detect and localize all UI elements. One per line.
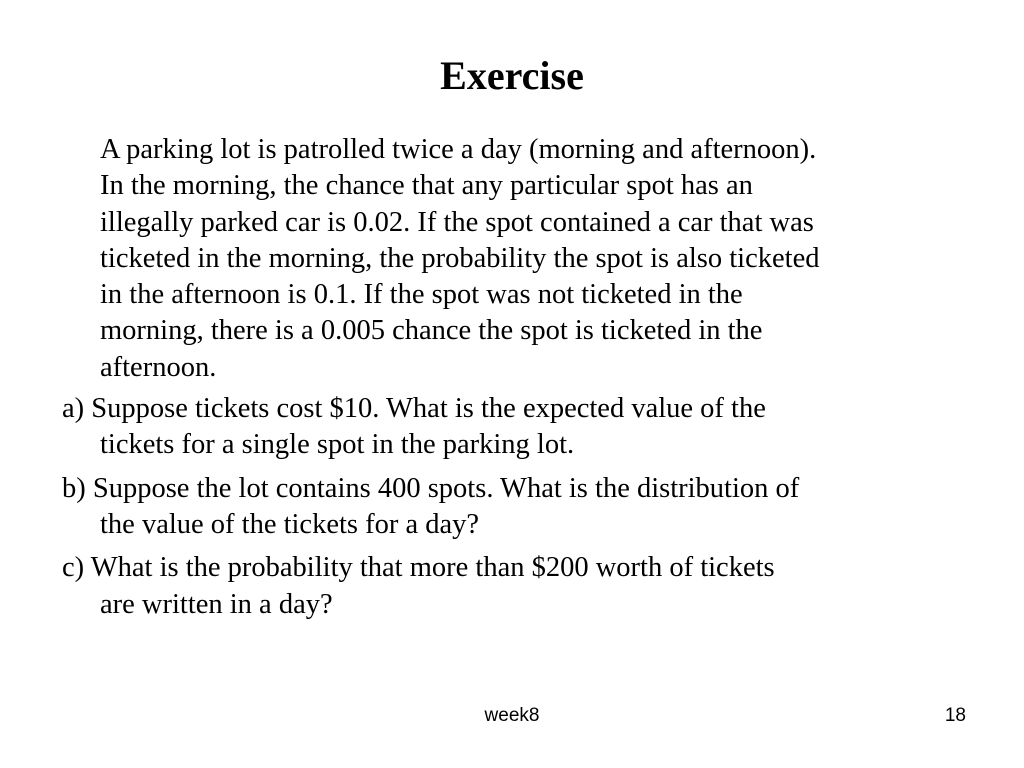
slide-body <box>62 132 972 630</box>
question-line: the value of the tickets for a day? <box>100 508 480 540</box>
problem-line: illegally parked car is 0.02. If the spot contained a car that was <box>100 206 814 238</box>
question-line: a) Suppose tickets cost $10. What is the expected value of the <box>62 393 766 425</box>
question-line: c) What is the probability that more than $200 worth of tickets <box>62 552 775 584</box>
problem-line: A parking lot is patrolled twice a day (morning and afternoon). <box>100 134 817 165</box>
problem-line: ticketed in the morning, the probability the spot is also ticketed <box>100 242 820 274</box>
question-line: tickets for a single spot in the parking lot. <box>100 429 575 461</box>
question-b <box>62 471 972 544</box>
question-c <box>62 550 972 623</box>
problem-line: morning, there is a 0.005 chance the spot is ticketed in the <box>100 315 763 347</box>
page-number: 18 <box>944 705 966 726</box>
problem-line: In the morning, the chance that any particular spot has an <box>100 170 753 202</box>
footer-week-label: week8 <box>484 705 540 726</box>
problem-line: afternoon. <box>100 351 217 383</box>
problem-statement <box>62 132 972 386</box>
problem-line: in the afternoon is 0.1. If the spot was not ticketed in the <box>100 279 743 311</box>
question-line: b) Suppose the lot contains 400 spots. What is the distribution of <box>62 472 800 504</box>
question-line: are written in a day? <box>100 588 333 620</box>
slide-title: Exercise <box>440 53 584 98</box>
question-a <box>62 391 972 464</box>
